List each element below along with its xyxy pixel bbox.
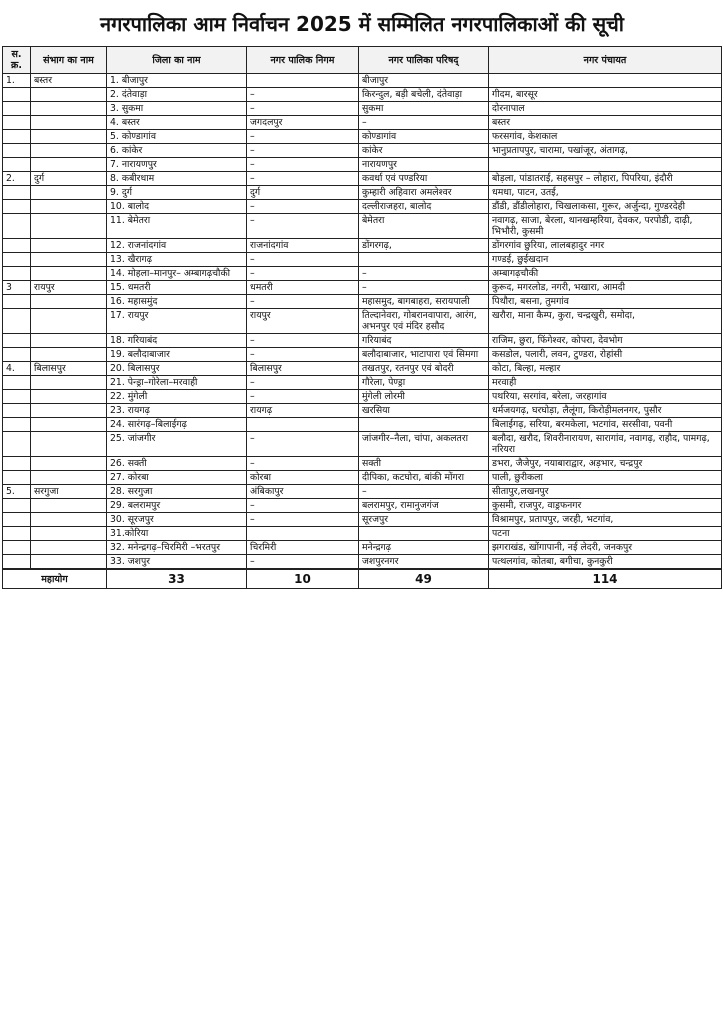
total-nagar-nigam: 10 (247, 569, 359, 589)
division-cell (31, 390, 107, 404)
header-nagar-nigam: नगर पालिक निगम (247, 47, 359, 74)
serial-no-cell (3, 334, 31, 348)
nagar-nigam-cell: – (247, 555, 359, 570)
table-row (3, 130, 722, 144)
table-row (3, 513, 722, 527)
nagar-palika-parishad-cell: कुम्हारी अहिवारा अमलेश्वर (359, 186, 489, 200)
nagar-palika-parishad-cell: मनेन्द्रगढ़ (359, 541, 489, 555)
table-row (3, 88, 722, 102)
serial-no-cell (3, 158, 31, 172)
table-row (3, 457, 722, 471)
table-row (3, 541, 722, 555)
serial-no-cell (3, 130, 31, 144)
nagar-panchayat-cell: धर्मजयगढ़, घरघोड़ा, लैलूंगा, किरोड़ीमलनगर, पुसौर (489, 404, 722, 418)
serial-no-cell (3, 253, 31, 267)
nagar-nigam-cell (247, 527, 359, 541)
division-cell (31, 404, 107, 418)
nagar-palika-parishad-cell: गरियाबंद (359, 334, 489, 348)
nagar-palika-parishad-cell: जशपुरनगर (359, 555, 489, 570)
nagar-nigam-cell: – (247, 295, 359, 309)
header-serial-no: स. क्र. (3, 47, 31, 74)
table-row (3, 376, 722, 390)
table-row (3, 239, 722, 253)
nagar-palika-parishad-cell: जांजगीर–नैला, चांपा, अकलतरा (359, 432, 489, 457)
serial-no-cell: 4. (3, 362, 31, 376)
nagar-panchayat-cell: फरसगांव, केशकाल (489, 130, 722, 144)
district-cell: 2. दंतेवाड़ा (107, 88, 247, 102)
table-row (3, 144, 722, 158)
nagar-nigam-cell (247, 74, 359, 88)
serial-no-cell (3, 555, 31, 570)
serial-no-cell (3, 200, 31, 214)
nagar-palika-parishad-cell (359, 418, 489, 432)
division-cell (31, 144, 107, 158)
division-cell: बिलासपुर (31, 362, 107, 376)
serial-no-cell (3, 102, 31, 116)
nagar-panchayat-cell: सीतापुर,लखनपुर (489, 485, 722, 499)
nagar-panchayat-cell: पत्थलगांव, कोतबा, बगीचा, कुनकुरी (489, 555, 722, 570)
serial-no-cell (3, 186, 31, 200)
district-cell: 32. मनेन्द्रगढ़–चिरमिरी –भरतपुर (107, 541, 247, 555)
nagar-palika-parishad-cell: तिल्दानेवरा, गोबरानवापारा, आरंग, अभनपुर एवं मंदिर हसौद (359, 309, 489, 334)
division-cell (31, 348, 107, 362)
nagar-panchayat-cell: झगराखंड, खोंगापानी, नई लेदरी, जनकपुर (489, 541, 722, 555)
nagar-palika-parishad-cell: किरन्दुल, बड़ी बचेली, दंतेवाड़ा (359, 88, 489, 102)
table-row (3, 499, 722, 513)
nagar-nigam-cell: – (247, 200, 359, 214)
nagar-nigam-cell (247, 418, 359, 432)
district-cell: 23. रायगढ़ (107, 404, 247, 418)
serial-no-cell (3, 404, 31, 418)
nagar-panchayat-cell: डभरा, जैजेपुर, नयाबाराद्वार, अड़भार, चन्द्रपुर (489, 457, 722, 471)
table-row (3, 471, 722, 485)
nagar-nigam-cell: – (247, 499, 359, 513)
district-cell: 11. बेमेतरा (107, 214, 247, 239)
nagar-panchayat-cell: धमधा, पाटन, उतई, (489, 186, 722, 200)
header-district: जिला का नाम (107, 47, 247, 74)
division-cell (31, 471, 107, 485)
table-row (3, 362, 722, 376)
district-cell: 29. बलरामपुर (107, 499, 247, 513)
serial-no-cell (3, 471, 31, 485)
nagar-panchayat-cell: खरौरा, माना कैम्प, कुरा, चन्द्रखुरी, समोदा, (489, 309, 722, 334)
nagar-palika-parishad-cell: कोण्डागांव (359, 130, 489, 144)
district-cell: 21. पेन्ड्रा–गोरेला–मरवाही (107, 376, 247, 390)
nagar-palika-parishad-cell: बलरामपुर, रामानुजगंज (359, 499, 489, 513)
table-row (3, 200, 722, 214)
nagar-nigam-cell: – (247, 214, 359, 239)
nagar-palika-parishad-cell: कांकेर (359, 144, 489, 158)
nagar-nigam-cell: दुर्ग (247, 186, 359, 200)
table-row (3, 404, 722, 418)
serial-no-cell (3, 144, 31, 158)
nagar-nigam-cell: अंबिकापुर (247, 485, 359, 499)
nagar-palika-parishad-cell: – (359, 116, 489, 130)
nagar-panchayat-cell: कसडोल, पलारी, लवन, टुण्डरा, रोहांसी (489, 348, 722, 362)
nagar-panchayat-cell: नवागढ़, साजा, बेरला, थानखम्हरिया, देवकर, परपोडी, दाढ़ी, भिभौरी, कुसमी (489, 214, 722, 239)
division-cell (31, 267, 107, 281)
district-cell: 14. मोहला–मानपुर– अम्बागढ़चौकी (107, 267, 247, 281)
total-districts: 33 (107, 569, 247, 589)
nagar-palika-parishad-cell: दल्लीराजहरा, बालोद (359, 200, 489, 214)
division-cell (31, 527, 107, 541)
nagar-panchayat-cell: मरवाही (489, 376, 722, 390)
table-row (3, 214, 722, 239)
division-cell (31, 102, 107, 116)
nagar-panchayat-cell: बलौदा, खरौद, शिवरीनारायण, सारागांव, नवागढ़, राहौद, पामगढ़, नरियरा (489, 432, 722, 457)
table-row (3, 253, 722, 267)
table-row (3, 172, 722, 186)
nagar-nigam-cell: – (247, 513, 359, 527)
serial-no-cell: 1. (3, 74, 31, 88)
division-cell (31, 130, 107, 144)
district-cell: 4. बस्तर (107, 116, 247, 130)
nagar-nigam-cell: रायपुर (247, 309, 359, 334)
district-cell: 1. बीजापुर (107, 74, 247, 88)
nagar-panchayat-cell: गण्डई, छुईखदान (489, 253, 722, 267)
nagar-panchayat-cell (489, 74, 722, 88)
nagar-palika-parishad-cell: डोंगरगढ़, (359, 239, 489, 253)
total-nagar-palika-parishad: 49 (359, 569, 489, 589)
division-cell (31, 555, 107, 570)
serial-no-cell (3, 418, 31, 432)
district-cell: 15. धमतरी (107, 281, 247, 295)
serial-no-cell (3, 309, 31, 334)
division-cell (31, 200, 107, 214)
district-cell: 27. कोरबा (107, 471, 247, 485)
district-cell: 26. सक्ती (107, 457, 247, 471)
nagar-panchayat-cell: डोंगरगांव छुरिया, लालबहादुर नगर (489, 239, 722, 253)
nagar-palika-parishad-cell: मुंगेली लोरमी (359, 390, 489, 404)
nagar-nigam-cell: – (247, 348, 359, 362)
nagar-nigam-cell: – (247, 172, 359, 186)
nagar-panchayat-cell: पिथौरा, बसना, तुमगांव (489, 295, 722, 309)
table-row (3, 158, 722, 172)
nagar-nigam-cell: – (247, 130, 359, 144)
division-cell (31, 214, 107, 239)
grand-total-row (3, 569, 722, 589)
page-title: नगरपालिका आम निर्वाचन 2025 में सम्मिलित नगरपालिकाओं की सूची (100, 12, 624, 36)
nagar-panchayat-cell: गीदम, बारसूर (489, 88, 722, 102)
table-header-row (3, 47, 722, 74)
serial-no-cell (3, 499, 31, 513)
district-cell: 3. सुकमा (107, 102, 247, 116)
nagar-nigam-cell: – (247, 457, 359, 471)
division-cell: बस्तर (31, 74, 107, 88)
division-cell (31, 541, 107, 555)
nagar-palika-parishad-cell: कवर्धा एवं पण्डरिया (359, 172, 489, 186)
nagar-nigam-cell: – (247, 267, 359, 281)
nagar-panchayat-cell: राजिम, छुरा, फिंगेश्वर, कोपरा, देवभोग (489, 334, 722, 348)
table-row (3, 555, 722, 570)
nagar-palika-parishad-cell: खरसिया (359, 404, 489, 418)
nagar-nigam-cell: – (247, 144, 359, 158)
division-cell (31, 376, 107, 390)
nagar-panchayat-cell: दोरनापाल (489, 102, 722, 116)
nagar-palika-parishad-cell: – (359, 281, 489, 295)
nagar-panchayat-cell: पटना (489, 527, 722, 541)
table-row (3, 348, 722, 362)
district-cell: 9. दुर्ग (107, 186, 247, 200)
division-cell (31, 432, 107, 457)
nagar-panchayat-cell: बोड़ला, पांडातराई, सहसपुर – लोहारा, पिपरिया, इंदौरी (489, 172, 722, 186)
district-cell: 24. सारंगढ़–बिलाईगढ़ (107, 418, 247, 432)
nagar-nigam-cell: राजनांदगांव (247, 239, 359, 253)
serial-no-cell (3, 88, 31, 102)
district-cell: 28. सरगुजा (107, 485, 247, 499)
nagar-palika-parishad-cell: सूरजपुर (359, 513, 489, 527)
table-row (3, 390, 722, 404)
division-cell (31, 116, 107, 130)
nagar-palika-parishad-cell: दीपिका, कटघोरा, बांकी मोंगरा (359, 471, 489, 485)
division-cell (31, 186, 107, 200)
serial-no-cell (3, 214, 31, 239)
division-cell: रायपुर (31, 281, 107, 295)
table-row (3, 309, 722, 334)
nagar-palika-parishad-cell: नारायणपुर (359, 158, 489, 172)
nagar-nigam-cell: बिलासपुर (247, 362, 359, 376)
nagar-palika-parishad-cell: – (359, 267, 489, 281)
nagar-nigam-cell: – (247, 334, 359, 348)
serial-no-cell (3, 239, 31, 253)
nagar-palika-parishad-cell: बलौदाबाजार, भाटापारा एवं सिमगा (359, 348, 489, 362)
serial-no-cell (3, 295, 31, 309)
nagar-nigam-cell: – (247, 432, 359, 457)
district-cell: 8. कबीरधाम (107, 172, 247, 186)
nagar-palika-parishad-cell: बेमेतरा (359, 214, 489, 239)
nagar-nigam-cell: – (247, 102, 359, 116)
division-cell (31, 513, 107, 527)
district-cell: 30. सूरजपुर (107, 513, 247, 527)
header-nagar-panchayat: नगर पंचायत (489, 47, 722, 74)
nagar-panchayat-cell: बस्तर (489, 116, 722, 130)
district-cell: 33. जशपुर (107, 555, 247, 570)
district-cell: 5. कोण्डागांव (107, 130, 247, 144)
nagar-nigam-cell: – (247, 88, 359, 102)
table-row (3, 432, 722, 457)
serial-no-cell: 2. (3, 172, 31, 186)
table-row (3, 186, 722, 200)
total-label: महायोग (3, 569, 107, 589)
nagar-nigam-cell: चिरमिरी (247, 541, 359, 555)
serial-no-cell (3, 527, 31, 541)
nagar-nigam-cell: जगदलपुर (247, 116, 359, 130)
serial-no-cell (3, 390, 31, 404)
serial-no-cell (3, 457, 31, 471)
table-row (3, 116, 722, 130)
nagar-panchayat-cell: कोटा, बिल्हा, मल्हार (489, 362, 722, 376)
serial-no-cell (3, 513, 31, 527)
nagar-palika-parishad-cell: तखतपुर, रतनपुर एवं बोदरी (359, 362, 489, 376)
nagar-palika-parishad-cell (359, 527, 489, 541)
header-division: संभाग का नाम (31, 47, 107, 74)
division-cell (31, 499, 107, 513)
division-cell (31, 158, 107, 172)
district-cell: 6. कांकेर (107, 144, 247, 158)
nagar-panchayat-cell: विश्रामपुर, प्रतापपुर, जरही, भटगांव, (489, 513, 722, 527)
district-cell: 31.कोरिया (107, 527, 247, 541)
district-cell: 7. नारायणपुर (107, 158, 247, 172)
serial-no-cell (3, 267, 31, 281)
nagar-nigam-cell: रायगढ़ (247, 404, 359, 418)
nagar-palika-parishad-cell: बीजापुर (359, 74, 489, 88)
division-cell (31, 457, 107, 471)
nagar-panchayat-cell: अम्बागढ़चौकी (489, 267, 722, 281)
table-row (3, 281, 722, 295)
division-cell (31, 309, 107, 334)
division-cell (31, 334, 107, 348)
nagar-panchayat-cell: कुरूद, मगरलोड, नगरी, भखारा, आमदी (489, 281, 722, 295)
nagar-panchayat-cell: पाली, छुरीकला (489, 471, 722, 485)
nagar-panchayat-cell: भानुप्रतापपुर, चारामा, पखांजूर, अंतागढ़, (489, 144, 722, 158)
district-cell: 18. गरियाबंद (107, 334, 247, 348)
district-cell: 22. मुंगेली (107, 390, 247, 404)
serial-no-cell (3, 348, 31, 362)
nagar-nigam-cell: – (247, 158, 359, 172)
table-row (3, 418, 722, 432)
division-cell (31, 418, 107, 432)
division-cell (31, 239, 107, 253)
district-cell: 17. रायपुर (107, 309, 247, 334)
nagar-nigam-cell: कोरबा (247, 471, 359, 485)
nagar-nigam-cell: – (247, 376, 359, 390)
nagar-panchayat-cell (489, 158, 722, 172)
table-row (3, 295, 722, 309)
serial-no-cell (3, 376, 31, 390)
nagar-palika-parishad-cell: – (359, 485, 489, 499)
table-row (3, 527, 722, 541)
serial-no-cell (3, 116, 31, 130)
division-cell: दुर्ग (31, 172, 107, 186)
table-row (3, 267, 722, 281)
nagar-palika-parishad-cell: महासमुद, बागबाहरा, सरायपाली (359, 295, 489, 309)
table-row (3, 334, 722, 348)
district-cell: 20. बिलासपुर (107, 362, 247, 376)
district-cell: 10. बालोद (107, 200, 247, 214)
division-cell: सरगुजा (31, 485, 107, 499)
district-cell: 13. खैरागढ़ (107, 253, 247, 267)
header-nagar-palika-parishad: नगर पालिका परिषद् (359, 47, 489, 74)
nagar-panchayat-cell: बिलाईगढ़, सरिया, बरमकेला, भटगांव, सरसीवा, पवनी (489, 418, 722, 432)
nagar-palika-parishad-cell: सक्ती (359, 457, 489, 471)
nagar-nigam-cell: – (247, 253, 359, 267)
division-cell (31, 88, 107, 102)
nagar-panchayat-cell: डौंडी, डौंडीलोहारा, चिखलाकसा, गुरूर, अर्जुन्दा, गुण्डरदेही (489, 200, 722, 214)
serial-no-cell: 3 (3, 281, 31, 295)
serial-no-cell (3, 541, 31, 555)
total-nagar-panchayat: 114 (489, 569, 722, 589)
nagar-panchayat-cell: पथरिया, सरगांव, बरेला, जरहागांव (489, 390, 722, 404)
serial-no-cell (3, 432, 31, 457)
table-row (3, 74, 722, 88)
division-cell (31, 253, 107, 267)
nagar-nigam-cell: धमतरी (247, 281, 359, 295)
district-cell: 25. जांजगीर (107, 432, 247, 457)
table-row (3, 102, 722, 116)
district-cell: 12. राजनांदगांव (107, 239, 247, 253)
nagar-palika-parishad-cell: सुकमा (359, 102, 489, 116)
division-cell (31, 295, 107, 309)
serial-no-cell: 5. (3, 485, 31, 499)
municipality-table (2, 46, 722, 589)
nagar-nigam-cell: – (247, 390, 359, 404)
nagar-palika-parishad-cell: गौरेला, पेण्ड्रा (359, 376, 489, 390)
nagar-panchayat-cell: कुसमी, राजपुर, वाड्रफनगर (489, 499, 722, 513)
district-cell: 16. महासमुंद (107, 295, 247, 309)
table-row (3, 485, 722, 499)
district-cell: 19. बलौदाबाजार (107, 348, 247, 362)
nagar-palika-parishad-cell (359, 253, 489, 267)
